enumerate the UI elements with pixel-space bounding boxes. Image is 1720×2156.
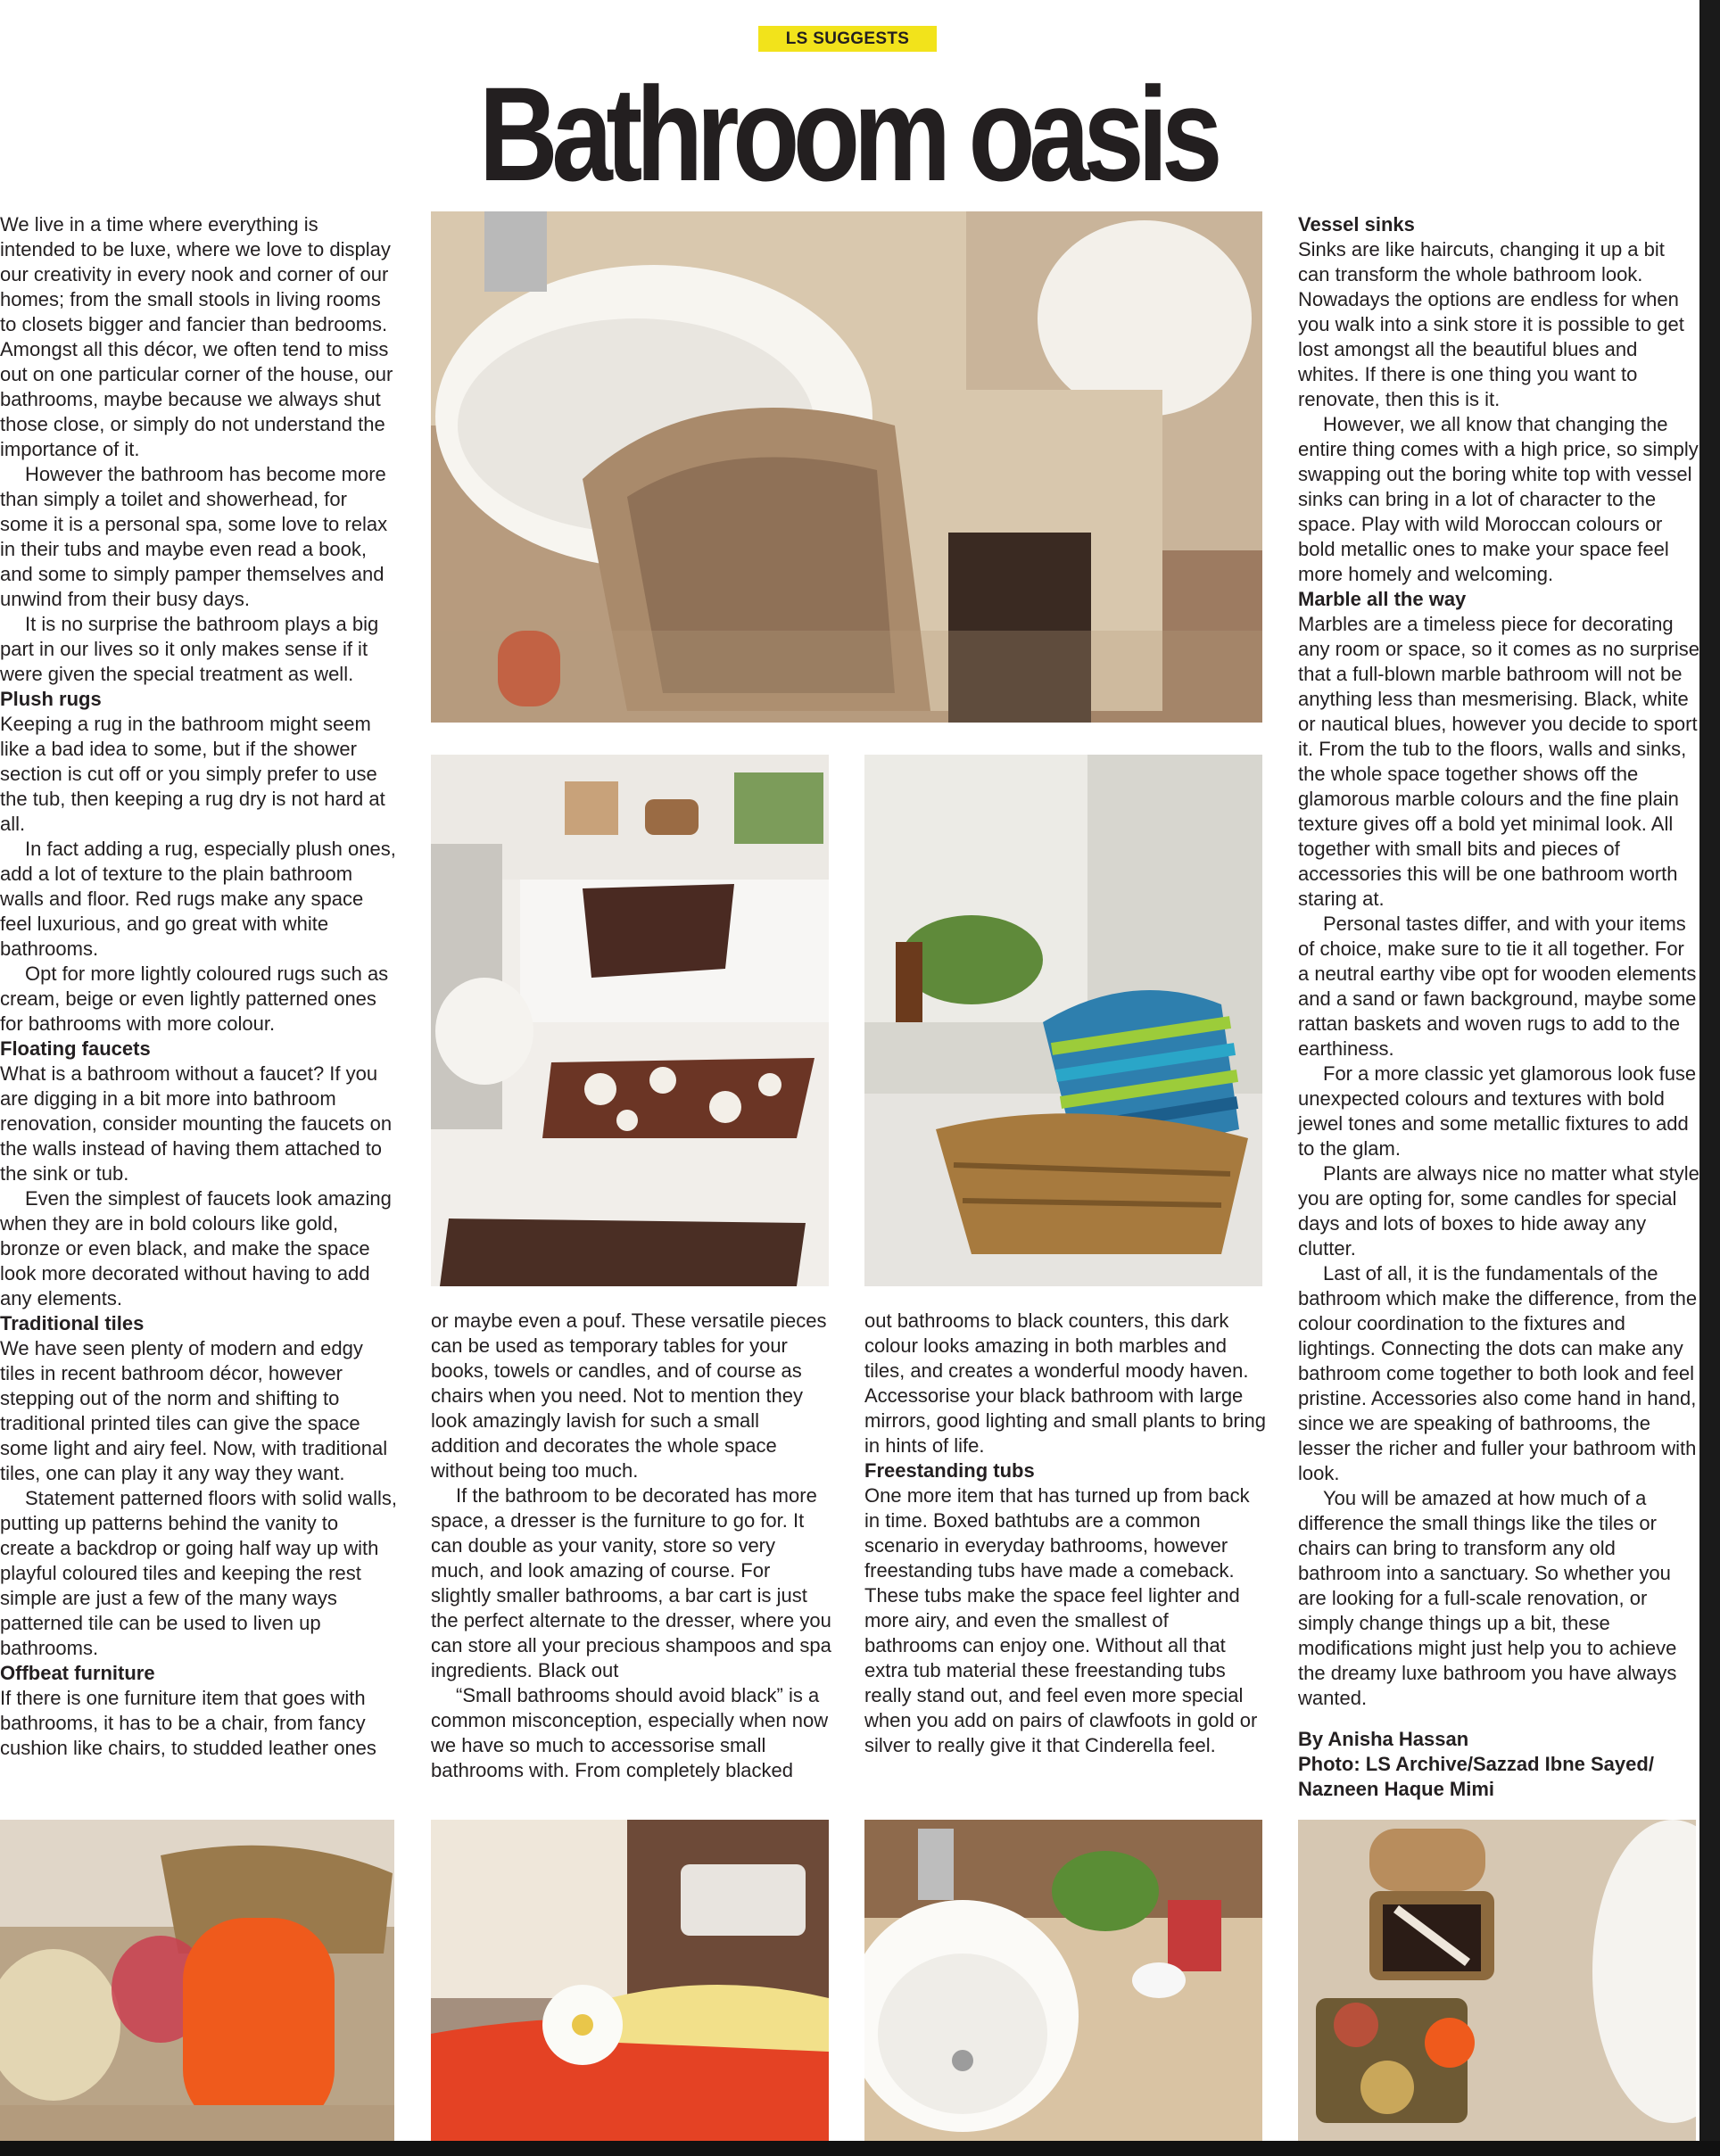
paragraph: out bathrooms to black counters, this dark colour looks amazing in both marbles and tiles, and creates a wonderful moody haven. Accessorise your black bathroom with large mirrors, good lighting and small plants to bring in hints of life. <box>864 1309 1267 1457</box>
photo-sink-plant <box>864 1820 1262 2141</box>
photo-candles <box>0 1820 394 2141</box>
paragraph: If there is one furniture item that goes with bathrooms, it has to be a chair, from fancy cushion like chairs, to studded leather ones <box>0 1687 376 1759</box>
photo-vessel-sink-towel <box>431 211 1262 723</box>
text-column-3 <box>864 1309 1266 1758</box>
paragraph: What is a bathroom without a faucet? If you are digging in a bit more into bathroom renovation, consider mounting the faucets on the walls instead of having them attached to the sink or tub. <box>0 1062 393 1185</box>
photo-bathtub-rugs <box>431 755 829 1286</box>
paragraph: We have seen plenty of modern and edgy tiles in recent bathroom décor, however stepping out of the norm and shifting to traditional printed tiles can give the space some light and airy feel. Now, with traditional tiles, one can play it any way they want. <box>0 1337 388 1484</box>
paragraph: Statement patterned floors with solid walls, putting up patterns behind the vanity to create a backdrop or going half way up with playful coloured tiles and keeping the rest simple are just a few of the many ways patterned tile can be used to liven up bathrooms. <box>0 1487 397 1659</box>
headline: Bathroom oasis <box>478 59 1217 209</box>
subheading: Floating faucets <box>0 1037 151 1060</box>
photo-basket-candles-top <box>1298 1820 1696 2141</box>
paragraph: However, we all know that changing the entire thing comes with a high price, so simply swapping out the boring white top with vessel sinks can bring in a lot of character to the space. Play with wild Moroccan colours or bold metallic ones to make your space feel more homely and welcoming. <box>1298 413 1699 585</box>
subheading: Offbeat furniture <box>0 1662 155 1684</box>
paragraph: In fact adding a rug, especially plush ones, add a lot of texture to the plain bathroom walls and floor. Red rugs make any space feel luxurious, and go great with white bathrooms. <box>0 838 396 960</box>
text-column-4 <box>1298 212 1699 1802</box>
subheading: Marble all the way <box>1298 588 1467 610</box>
paragraph: Plants are always nice no matter what style you are opting for, some candles for special days and lots of boxes to hide away any clutter. <box>1298 1162 1699 1260</box>
paragraph: For a more classic yet glamorous look fuse unexpected colours and textures with bold jewel tones and some metallic fixtures to add to the glam. <box>1298 1062 1697 1160</box>
paragraph: Opt for more lightly coloured rugs such as cream, beige or even lightly patterned ones for bathrooms with more colour. <box>0 962 389 1035</box>
byline-photo-credit-2: Nazneen Haque Mimi <box>1298 1778 1495 1800</box>
paragraph: You will be amazed at how much of a difference the small things like the tiles or chairs can bring to transform any old bathroom into a sanctuary. So whether you are looking for a full-scale renovation, or simply change things up a bit, these modifications might just help you to achieve the dreamy luxe bathroom you have always wanted. <box>1298 1487 1677 1709</box>
paragraph: Last of all, it is the fundamentals of the bathroom which make the difference, from the colour coordination to the fixtures and lightings. Connecting the dots can make any bathroom come together to both look and feel pristine. Accessories also come hand in hand, since we are speaking of bathrooms, the lesser the richer and fuller your bathroom with look. <box>1298 1262 1698 1484</box>
paragraph: However the bathroom has become more than simply a toilet and showerhead, for some it is a personal spa, some love to relax in their tubs and maybe even read a book, and some to simply pamper themselves and unwind from their busy days. <box>0 463 388 610</box>
paragraph: Even the simplest of faucets look amazing when they are in bold colours like gold, bronze or even black, and make the space look more decorated without having to add any elements. <box>0 1187 392 1309</box>
page-bottom-edge <box>0 2141 1720 2156</box>
section-kicker: LS SUGGESTS <box>758 26 937 52</box>
paragraph: Keeping a rug in the bathroom might seem like a bad idea to some, but if the shower section is cut off or you simply prefer to use the tub, then keeping a rug dry is not hard at all. <box>0 713 385 835</box>
photo-red-towels <box>431 1820 829 2141</box>
paragraph: If the bathroom to be decorated has more space, a dresser is the furniture to go for. It can double as your vanity, store so very much, and look amazing of course. For slightly smaller bathrooms, a bar cart is just the perfect alternate to the dresser, where you can store all your precious shampoos and spa ingredients. Black out <box>431 1484 831 1681</box>
photo-basket-towel <box>864 755 1262 1286</box>
paragraph: Personal tastes differ, and with your items of choice, make sure to tie it all together. For a neutral earthy vibe opt for wooden elements and a sand or fawn background, maybe some rattan baskets and woven rugs to add to the earthiness. <box>1298 913 1697 1060</box>
paragraph: “Small bathrooms should avoid black” is a common misconception, especially when now we have so much to accessorise small bathrooms with. From completely blacked <box>431 1684 829 1781</box>
paragraph: We live in a time where everything is intended to be luxe, where we love to display our creativity in every nook and corner of our homes; from the small stools in living rooms to closets bigger and fancier than bedrooms. Amongst all this décor, we often tend to miss out on one particular corner of the house, our bathrooms, maybe because we always shut those close, or simply do not understand the importance of it. <box>0 213 393 460</box>
paragraph: Marbles are a timeless piece for decorating any room or space, so it comes as no surprise that a full-blown marble bathroom will not be anything less than mesmerising. Black, white or nautical blues, however you decide to sport it. From the tub to the floors, walls and sinks, the whole space together shows off the glamorous marble colours and the fine plain texture gives off a bold yet minimal look. All together with small bits and pieces of accessories this will be one bathroom worth staring at. <box>1298 613 1699 910</box>
text-column-1 <box>0 212 397 1761</box>
paragraph: Sinks are like haircuts, changing it up a bit can transform the whole bathroom look. Nowadays the options are endless for when you walk into a sink store it is possible to get lost amongst all the beautiful blues and whites. If there is one thing you want to renovate, then this is it. <box>1298 238 1684 410</box>
subheading: Freestanding tubs <box>864 1459 1035 1482</box>
byline-photo-credit: Photo: LS Archive/Sazzad Ibne Sayed/ <box>1298 1753 1654 1775</box>
byline-author: By Anisha Hassan <box>1298 1728 1469 1750</box>
paragraph: It is no surprise the bathroom plays a big part in our lives so it only makes sense if it were given the special treatment as well. <box>0 613 379 685</box>
subheading: Vessel sinks <box>1298 213 1415 235</box>
paragraph: One more item that has turned up from back in time. Boxed bathtubs are a common scenario in everyday bathrooms, however freestanding tubs have made a comeback. These tubs make the space feel lighter and more airy, and even the smallest of bathrooms can enjoy one. Without all that extra tub material these freestanding tubs really stand out, and feel even more special when you add on pairs of clawfoots in gold or silver to really give it that Cinderella feel. <box>864 1484 1258 1756</box>
subheading: Traditional tiles <box>0 1312 145 1334</box>
page-edge <box>1699 0 1720 2156</box>
text-column-2 <box>431 1309 832 1783</box>
byline <box>1298 1727 1699 1802</box>
paragraph: or maybe even a pouf. These versatile pieces can be used as temporary tables for your books, towels or candles, and of course as chairs when you need. Not to mention they look amazingly lavish for such a small addition and decorates the whole space without being too much. <box>431 1309 827 1482</box>
subheading: Plush rugs <box>0 688 102 710</box>
